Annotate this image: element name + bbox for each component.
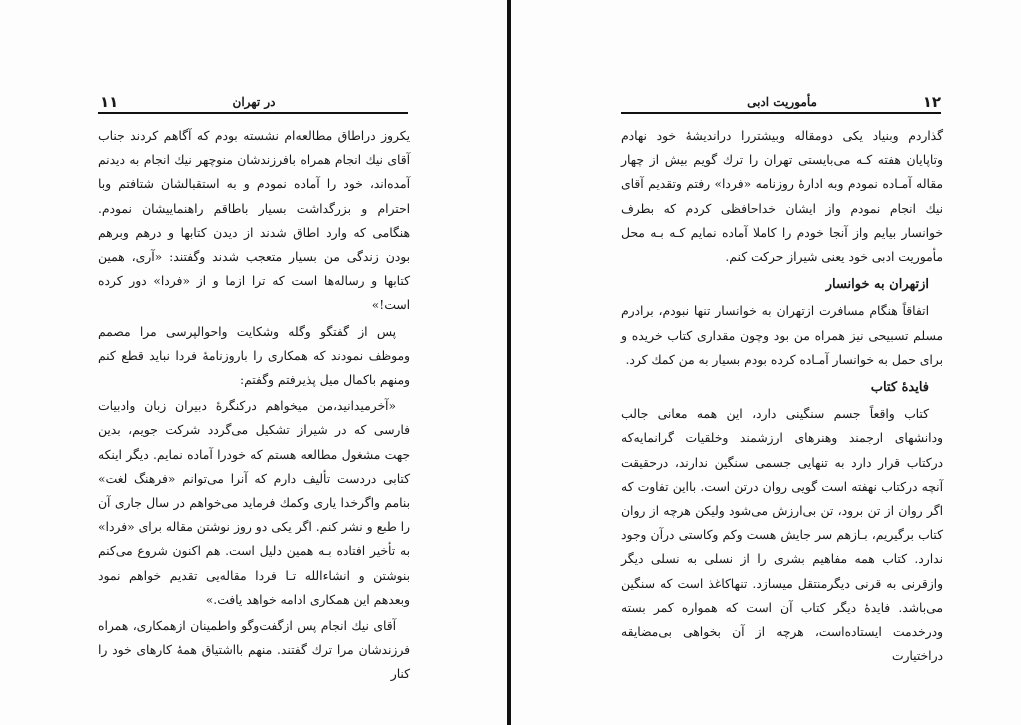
left-paragraph-4: آقای نیك انجام پس ازگفت‌وگو واطمینان ازهمکاری، همراه فرزندشان مرا ترك گفتند. منهم بااشتیاق همهٔ کارهای خود را کنار <box>98 619 410 682</box>
left-page <box>0 0 507 725</box>
right-page-body <box>621 124 943 668</box>
section-paragraph-book-benefit: کتاب واقعاً جسم سنگینی دارد، این همه معانی جالب ودانشهای ارجمند وهنرهای ارزشمند وخلقیات گرانمایه‌که درکتاب قرار دارد به تنهایی جسمی سنگین ندارند، درحقیقت آنچه درکتاب نهفته است گویی روان درتن است. بااین تفاوت که اگر روان از تن برود، تن بی‌ارزش می‌شود ولیکن هرچه از روان کتاب برگیریم، بـازهم سر جایش هست وکم وکاستی درآن وجود ندارد. کتاب همه مفاهیم بشری را از نسلی به نسلی دیگر وازقرنی به قرنی دیگرمنتقل میسازد. تنهاکاغذ است که سنگین می‌باشد. فایدهٔ دیگر کتاب آن است که همواره کمر بسته ودرخدمت ایستاده‌است، هرچه از آن بخواهی بی‌مضایقه دراختیارت <box>621 407 943 664</box>
left-page-header <box>100 93 408 111</box>
right-header-rule <box>621 112 941 114</box>
section-heading-book-benefit: فایدهٔ کتاب <box>870 380 929 396</box>
left-page-body <box>98 124 410 687</box>
left-running-title: در تهران <box>232 95 276 109</box>
right-running-title: مأموریت ادبی <box>747 95 817 109</box>
right-page-number: ۱۲ <box>922 93 941 111</box>
left-header-rule <box>98 112 408 114</box>
left-paragraph-2: پس از گفتگو وگله وشکایت واحوالپرسی مرا مصمم وموظف نمودند که همکاری را باروزنامهٔ فردا نباید قطع کنم ومنهم باکمال میل پذیرفتم وگفتم: <box>98 324 410 388</box>
left-paragraph-1: یکروز دراطاق مطالعه‌ام نشسته بودم که آگاهم کردند جناب آقای نیك انجام همراه بافرزندشان منوچهر نیك انجام به دیدنم آمده‌اند، خود را آماده نمودم و به استقبالشان شتافتم وبا احترام و بزرگداشت بسیار باطاقم راهنماییشان نمودم. هنگامی که وارد اطاق شدند از دیدن کتابها و درهم وبرهم بودن زندگی من بسیار متعجب شدند وگفتند: «آری، همین کتابها و رساله‌ها است که ترا ازما و از «فردا» دور کرده است!» <box>98 129 410 313</box>
right-page-header <box>623 93 941 111</box>
right-opening-paragraph: گذاردم وبنیاد یکی دومقاله وبیشتررا دراندیشهٔ خود نهادم وتاپایان هفته کـه می‌بایستی تهران را ترك گویم بیش از چهار مقاله آمـاده نمودم وبه ادارهٔ روزنامه «فردا» رفتم وتقدیم آقای نیك انجام نمودم واز ایشان خداحافظی کردم که بطرف خوانسار بیایم واز آنجا خودم را کاملا آماده نمایم کـه بـه محل مأموریت ادبی خود یعنی شیراز حرکت کنم. <box>621 129 943 265</box>
section-heading-tehran-khansar: ازتهران به خوانسار <box>825 277 929 293</box>
section-paragraph-tehran-khansar: اتفاقاً هنگام مسافرت ازتهران به خوانسار تنها نبودم، برادرم مسلم تسبیحی نیز همراه من بود وچون مقداری کتاب خریده و برای حمل به خوانسار آمـاده کرده بودم بسیار به من کمك کرد. <box>621 304 943 367</box>
left-page-number: ۱۱ <box>100 93 119 111</box>
right-page <box>511 0 1021 725</box>
left-paragraph-3: «آخرمیدانید،من میخواهم درکنگرهٔ دبیران زبان وادبیات فارسی که در شیراز تشکیل می‌گردد شرکت جویم، بدین جهت مشغول مطالعه هستم که خودرا آماده نمایم. دیگر اینکه کتابی دردست تألیف دارم که آنرا می‌توانم «فرهنگ لغت» بنامم واگرخدا یاری وکمك فرماید می‌خواهم در سال جاری آن را طبع و نشر کنم. اگر یکی دو روز نوشتن مقاله برای «فردا» به تأخیر افتاده بـه همین دلیل است. هم اکنون شروع می‌کنم بنوشتن و انشاءالله تـا فردا مقاله‌یی تقدیم خواهم نمود وبعدهم این همکاری ادامه خواهد یافت.» <box>98 399 410 607</box>
